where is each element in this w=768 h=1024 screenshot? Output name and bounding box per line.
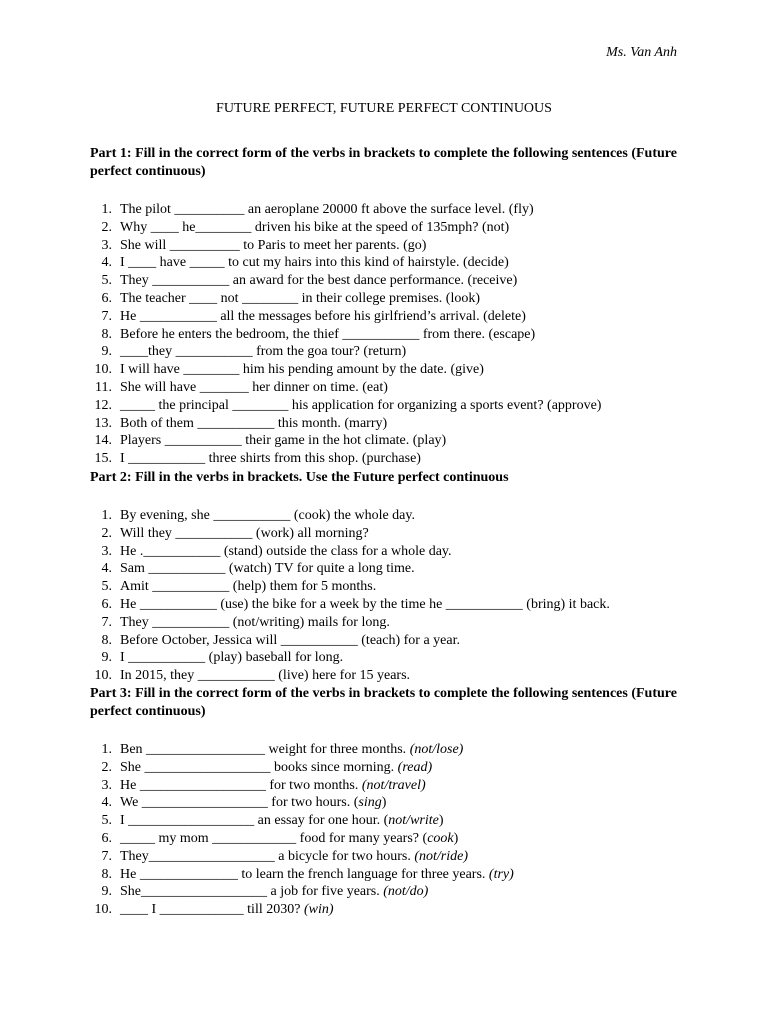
item-number: 4.	[101, 255, 112, 271]
list-item	[90, 883, 690, 901]
item-number: 5.	[101, 273, 112, 289]
item-number: 5.	[101, 813, 112, 829]
item-number: 10.	[94, 668, 112, 684]
list-item	[90, 343, 690, 361]
item-number: 1.	[101, 742, 112, 757]
item-text: He ______________ to learn the french language for three years.	[120, 866, 489, 882]
list-item	[90, 507, 690, 525]
item-text: The teacher ____ not ________ in their college premises. (look)	[120, 290, 481, 306]
list-item	[90, 777, 690, 795]
item-text: The pilot __________ an aeroplane 20000 ft above the surface level. (fly)	[120, 202, 534, 217]
part2-heading: Part 2: Fill in the verbs in brackets. Use the Future perfect continuous	[90, 470, 509, 485]
list-item	[90, 794, 690, 812]
item-number: 10.	[94, 902, 112, 918]
item-text: They__________________ a bicycle for two hours.	[120, 848, 415, 864]
item-number: 9.	[101, 884, 112, 900]
item-verb-hint: not/write	[388, 813, 439, 829]
list-item	[90, 866, 690, 884]
list-item	[90, 667, 690, 685]
item-text: Before October, Jessica will ___________ (teach) for a year.	[120, 632, 460, 648]
item-text: We __________________ for two hours. (	[120, 795, 359, 811]
item-text: I ___________ three shirts from this shop. (purchase)	[120, 451, 421, 467]
item-number: 7.	[101, 848, 112, 864]
list-item	[90, 237, 690, 255]
item-text: I ____ have _____ to cut my hairs into this kind of hairstyle. (decide)	[120, 255, 509, 271]
item-text: He __________________ for two months.	[120, 777, 362, 793]
item-number: 6.	[101, 596, 112, 612]
part3-list	[90, 741, 690, 919]
list-item	[90, 201, 690, 219]
item-verb-hint: sing	[358, 795, 382, 811]
part1-heading: Part 1: Fill in the correct form of the verbs in brackets to complete the following sentences (Future perfect continuous)	[90, 146, 677, 179]
item-text: _____ my mom ____________ food for many years? (	[120, 830, 428, 846]
item-closing-paren: )	[381, 795, 387, 811]
list-item	[90, 649, 690, 667]
item-verb-hint: (read)	[397, 759, 433, 775]
item-number: 2.	[101, 759, 112, 775]
list-item	[90, 432, 690, 450]
item-text: Both of them ___________ this month. (marry)	[120, 415, 388, 431]
list-item	[90, 596, 690, 614]
list-item	[90, 397, 690, 415]
item-text: I __________________ an essay for one hour. (	[120, 813, 389, 829]
item-text: Ben _________________ weight for three months.	[120, 742, 410, 757]
item-text: She will __________ to Paris to meet her parents. (go)	[120, 237, 427, 253]
item-number: 3.	[101, 543, 112, 559]
list-item	[90, 272, 690, 290]
item-verb-hint: cook	[427, 830, 454, 846]
item-number: 10.	[94, 362, 112, 378]
item-text: Why ____ he________ driven his bike at the speed of 135mph? (not)	[120, 219, 510, 235]
list-item	[90, 578, 690, 596]
list-item	[90, 848, 690, 866]
item-number: 2.	[101, 219, 112, 235]
part2-list	[90, 507, 690, 685]
list-item	[90, 543, 690, 561]
item-text: Players ___________ their game in the hot climate. (play)	[120, 433, 447, 449]
item-text: He ___________ (use) the bike for a week by the time he ___________ (bring) it back.	[120, 596, 610, 612]
page-title: FUTURE PERFECT, FUTURE PERFECT CONTINUOUS	[216, 101, 552, 116]
item-number: 6.	[101, 290, 112, 306]
item-text: I ___________ (play) baseball for long.	[120, 650, 344, 666]
item-text: _____ the principal ________ his application for organizing a sports event? (approve)	[120, 397, 602, 413]
list-item	[90, 560, 690, 578]
list-item	[90, 415, 690, 433]
item-text: They ___________ an award for the best dance performance. (receive)	[120, 273, 518, 289]
list-item	[90, 632, 690, 650]
item-text: Before he enters the bedroom, the thief ___________ from there. (escape)	[120, 326, 536, 342]
list-item	[90, 308, 690, 326]
item-verb-hint: (try)	[488, 866, 514, 882]
item-text: In 2015, they ___________ (live) here for 15 years.	[120, 668, 411, 684]
item-number: 3.	[101, 777, 112, 793]
item-number: 9.	[101, 344, 112, 360]
list-item	[90, 812, 690, 830]
item-number: 1.	[101, 508, 112, 523]
item-verb-hint: (not/travel)	[361, 777, 426, 793]
item-closing-paren: )	[453, 830, 459, 846]
item-verb-hint: (not/do)	[383, 884, 429, 900]
author-name: Ms. Van Anh	[606, 45, 677, 60]
item-text: ____they ___________ from the goa tour? (return)	[120, 344, 407, 360]
item-number: 9.	[101, 650, 112, 666]
item-number: 1.	[101, 202, 112, 217]
item-text: He ___________ all the messages before his girlfriend’s arrival. (delete)	[120, 308, 526, 324]
item-number: 11.	[95, 379, 112, 395]
list-item	[90, 254, 690, 272]
item-text: ____ I ____________ till 2030?	[120, 902, 304, 918]
item-number: 8.	[101, 326, 112, 342]
list-item	[90, 379, 690, 397]
list-item	[90, 614, 690, 632]
item-text: He .___________ (stand) outside the class for a whole day.	[120, 543, 452, 559]
item-text: Will they ___________ (work) all morning?	[120, 525, 369, 541]
item-text: By evening, she ___________ (cook) the whole day.	[120, 508, 415, 523]
item-text: Amit ___________ (help) them for 5 months.	[120, 579, 377, 595]
item-number: 4.	[101, 561, 112, 577]
item-number: 6.	[101, 830, 112, 846]
item-number: 5.	[101, 579, 112, 595]
item-number: 15.	[94, 451, 112, 467]
item-verb-hint: (not/lose)	[409, 742, 464, 757]
list-item	[90, 830, 690, 848]
list-item	[90, 219, 690, 237]
item-text: I will have ________ him his pending amount by the date. (give)	[120, 362, 484, 378]
item-text: She __________________ books since morning.	[120, 759, 398, 775]
item-text: They ___________ (not/writing) mails for long.	[120, 614, 390, 630]
item-number: 13.	[94, 415, 112, 431]
item-number: 14.	[94, 433, 112, 449]
part1-list	[90, 201, 690, 468]
item-text: Sam ___________ (watch) TV for quite a long time.	[120, 561, 415, 577]
list-item	[90, 361, 690, 379]
list-item	[90, 326, 690, 344]
item-number: 4.	[101, 795, 112, 811]
list-item	[90, 450, 690, 468]
item-text: She__________________ a job for five years.	[120, 884, 384, 900]
item-number: 8.	[101, 866, 112, 882]
item-number: 3.	[101, 237, 112, 253]
item-number: 2.	[101, 525, 112, 541]
part3-heading: Part 3: Fill in the correct form of the verbs in brackets to complete the following sentences (Future perfect continuous)	[90, 686, 677, 719]
list-item	[90, 901, 690, 919]
item-text: She will have _______ her dinner on time. (eat)	[120, 379, 388, 395]
item-number: 12.	[94, 397, 112, 413]
item-number: 8.	[101, 632, 112, 648]
list-item	[90, 525, 690, 543]
list-item	[90, 290, 690, 308]
list-item	[90, 759, 690, 777]
item-number: 7.	[101, 308, 112, 324]
list-item	[90, 741, 690, 759]
item-closing-paren: )	[438, 813, 444, 829]
item-verb-hint: (not/ride)	[414, 848, 468, 864]
item-number: 7.	[101, 614, 112, 630]
item-verb-hint: (win)	[303, 902, 334, 918]
